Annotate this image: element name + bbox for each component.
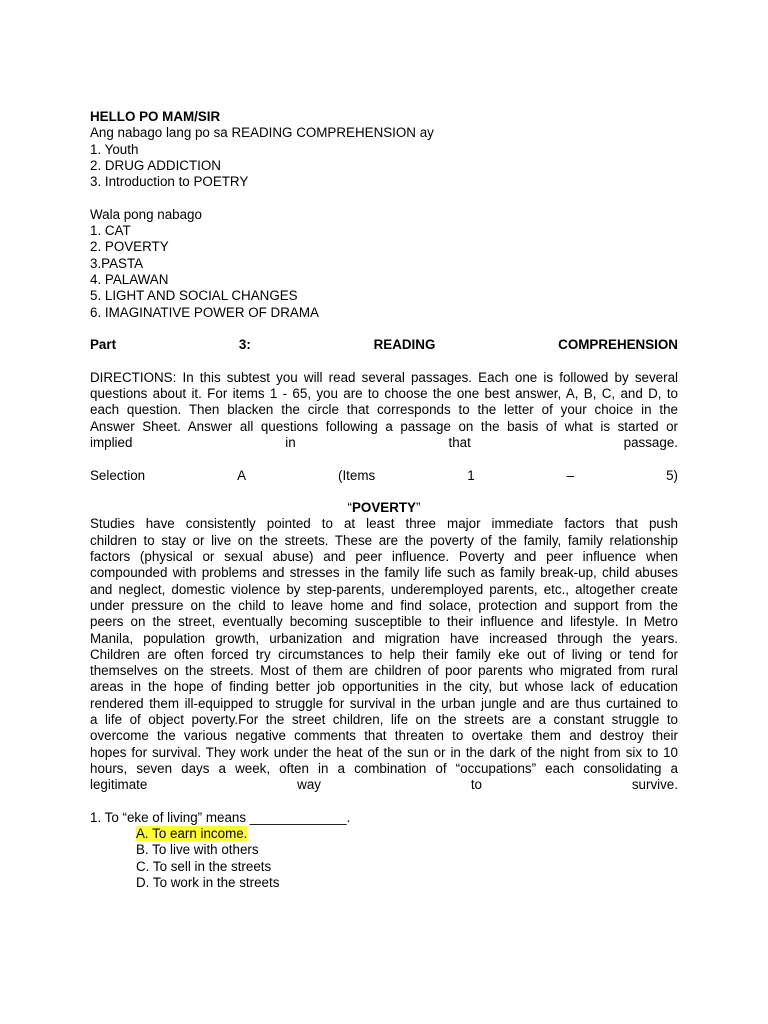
selection-word: 5) [666, 467, 678, 483]
passage-word: way [297, 777, 321, 793]
directions-line: questions about it. For items 1 - 65, you are to choose the one best answer, A, B, C, and D, to [90, 386, 678, 402]
directions-line: Answer Sheet. Answer all questions following a passage on the basis of what is started or [90, 418, 678, 434]
directions-word: in [285, 434, 296, 450]
part-word: 3: [238, 337, 251, 353]
part-word: COMPREHENSION [558, 337, 678, 353]
directions-line: each question. Then blacken the circle that corresponds to the letter of your choice in the [90, 402, 678, 418]
highlighted-answer: A. To earn income. [136, 826, 248, 842]
passage-body [90, 516, 678, 793]
passage-line: factors (physical or sexual abuse) and peer influence. Poverty and peer influence when [90, 549, 678, 565]
directions-last-line [90, 435, 678, 451]
selection-word: (Items [338, 467, 376, 483]
part-word: READING [373, 337, 436, 353]
passage-line: rendered them ill-equipped to struggle for survival in the urban jungle and are thus curtained to [90, 695, 678, 711]
unchanged-item: 5. LIGHT AND SOCIAL CHANGES [90, 288, 298, 304]
question-stem: 1. To “eke of living” means _____________. [90, 809, 351, 825]
selection-word: A [237, 467, 247, 483]
greeting-heading: HELLO PO MAM/SIR [90, 109, 221, 124]
directions-word: passage. [623, 434, 678, 450]
selection-word: 1 [467, 467, 475, 483]
passage-line: Children are often forced try circumstances to help their family eke out of living or tend for [90, 646, 678, 662]
unchanged-item: 3.PASTA [90, 255, 144, 271]
title-quote: “ [347, 500, 352, 516]
selection-word: Selection [90, 467, 146, 483]
passage-last-line [90, 777, 678, 793]
passage-line [90, 516, 678, 532]
passage-first-line-text: Studies have consistently pointed to at least three major immediate factors that push [90, 516, 678, 532]
directions-line: DIRECTIONS: In this subtest you will read several passages. Each one is followed by several [90, 369, 678, 385]
passage-word: survive. [631, 777, 678, 793]
passage-line: Manila, population growth, urbanization and migration have increased through the years. [90, 630, 678, 646]
passage-word: to [470, 777, 482, 793]
directions-word: implied [90, 434, 133, 450]
passage-word: legitimate [90, 777, 148, 793]
changed-item: 2. DRUG ADDICTION [90, 157, 221, 173]
directions-word: that [448, 434, 471, 450]
passage-line: hopes for survival. They work under the heat of the sun or in the dark of the night from six to 10 [90, 744, 678, 760]
passage-line: themselves on the streets. Most of them are children of poor parents who migrated from rural [90, 663, 678, 679]
selection-heading [90, 468, 678, 484]
part-heading [90, 337, 678, 353]
passage-line: peers on the street, eventually becoming susceptible to their influence and lifestyle. In Metro [90, 614, 678, 630]
unchanged-item: 6. IMAGINATIVE POWER OF DRAMA [90, 304, 319, 320]
answer-choice-c: C. To sell in the streets [136, 858, 272, 874]
changed-intro: Ang nabago lang po sa READING COMPREHENSION ay [90, 125, 434, 141]
passage-line: children to stay or live on the streets. These are the poverty of the family, family relationship [90, 532, 678, 548]
answer-choice-b: B. To live with others [136, 842, 259, 858]
passage-line: a life of object poverty.For the street children, life on the streets are a constant struggle to [90, 711, 678, 727]
answer-choice-a [90, 826, 678, 842]
unchanged-item: 2. POVERTY [90, 239, 169, 255]
passage-line: and neglect, domestic violence by step-parents, underemployed parents, etc., altogether create [90, 581, 678, 597]
passage-line: compounded with problems and stresses in the family life such as family break-up, child abuses [90, 565, 678, 581]
passage-line: under pressure on the child to leave home and find solace, protection and support from the [90, 597, 678, 613]
title-quote: ” [416, 500, 421, 516]
selection-word: – [566, 467, 575, 483]
changed-item: 3. Introduction to POETRY [90, 174, 249, 190]
passage-line: overcome the various negative comments that threaten to overtake them and destroy their [90, 728, 678, 744]
unchanged-intro: Wala pong nabago [90, 206, 202, 222]
answer-choice-d: D. To work in the streets [136, 874, 280, 890]
document-page [90, 109, 678, 891]
passage-line: hours, seven days a week, often in a combination of “occupations” each consolidating a [90, 760, 678, 776]
passage-line: areas in the hope of finding better job opportunities in the city, but whose lack of education [90, 679, 678, 695]
directions-paragraph [90, 370, 678, 451]
unchanged-item: 4. PALAWAN [90, 271, 169, 287]
part-word: Part [90, 337, 117, 353]
changed-item: 1. Youth [90, 141, 139, 157]
passage-title [90, 500, 678, 516]
title-text: POVERTY [352, 500, 416, 516]
unchanged-item: 1. CAT [90, 223, 131, 239]
